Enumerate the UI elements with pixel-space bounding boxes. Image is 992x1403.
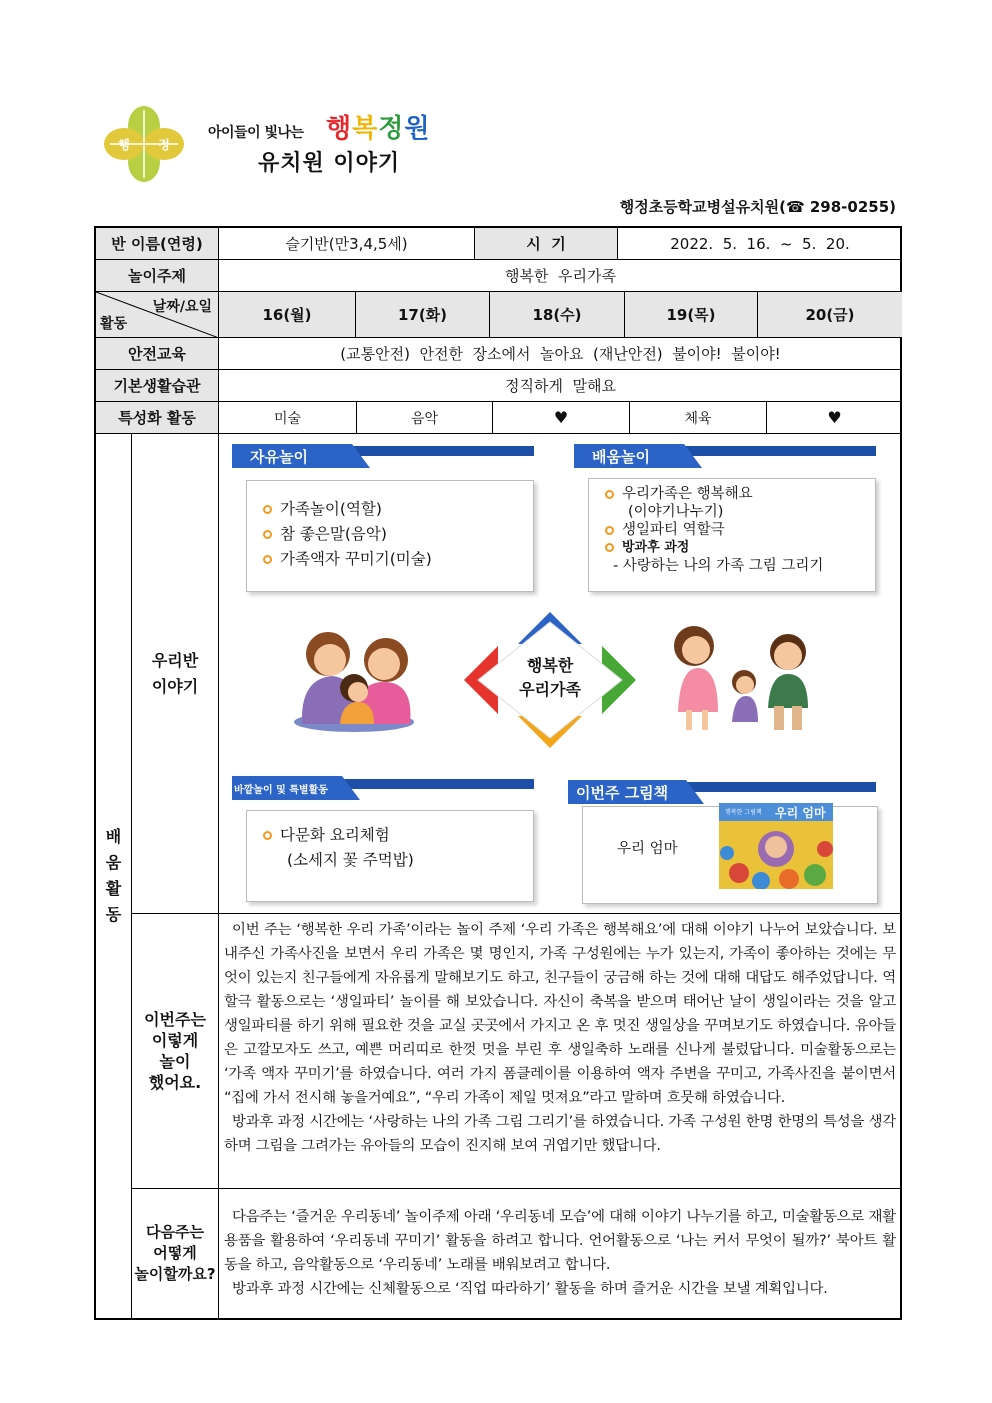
learning-play-item: - 사랑하는 나의 가족 그림 그리기 [613, 558, 824, 574]
book-tab: 이번주 그림책 [568, 780, 686, 804]
logo-text-right: 정 [158, 138, 170, 152]
habit-label: 기본생활습관 [96, 370, 219, 402]
learning-play-item: 생일파티 역할극 [605, 521, 871, 539]
slogan: 아이들이 빛나는 [208, 125, 304, 141]
center-line2: 우리가족 [519, 680, 581, 699]
next-label-line: 다음주는 [146, 1223, 204, 1241]
theme-diamond [462, 610, 638, 750]
outdoor-box [246, 810, 534, 902]
book-name: 우리 엄마 [617, 841, 678, 857]
brand-char: 복 [352, 114, 379, 144]
newsletter-subtitle: 유치원 이야기 [258, 151, 401, 176]
special-wed: ♥ [493, 402, 630, 434]
review-paragraph: 방과후 과정 시간에는 ‘사랑하는 나의 가족 그림 그리기’를 하였습니다. 가족 구성원 한명 한명의 특성을 생각하며 그림을 그려가는 유아들의 모습이 진지해 보여 귀엽기만 했답니다. [224, 1114, 896, 1154]
week-review-label [132, 914, 219, 1189]
date-activity-header [96, 292, 219, 338]
learning-play-item: (이야기나누기) [628, 504, 724, 520]
book-cover [719, 803, 833, 889]
free-play-item: 가족놀이(역할) [263, 497, 432, 522]
next-week-content [219, 1189, 902, 1318]
family-illustration-left [292, 624, 422, 734]
outdoor-item: 다문화 요리체험 [263, 823, 414, 848]
day-fri: 20(금) [758, 292, 902, 338]
learning-label-char: 움 [105, 853, 122, 872]
habit-value: 정직하게 말해요 [219, 370, 902, 402]
next-paragraph: 다음주는 ‘즐거운 우리동네’ 놀이주제 아래 ‘우리동네 모습’에 대해 이야기 나누기를 하고, 미술활동으로 재활용품을 활용하여 ‘우리동네 꾸미기’ 활동을 하려고 합니다. 언어활동으로 ‘나는 커서 무엇이 될까?’ 북아트 활동을 하고, 음악활동으로 ‘우리동네’ 노래를 배워보려고 합니다. [224, 1209, 896, 1273]
book-cover-small-text: 행복한 그림책 [725, 809, 762, 816]
theme-value: 행복한 우리가족 [219, 260, 902, 292]
free-play-box [246, 480, 534, 592]
next-label-line: 어떻게 [153, 1244, 197, 1262]
next-week-label [132, 1189, 219, 1318]
logo-text-left: 행 [118, 138, 130, 152]
outdoor-item: (소세지 꽃 주먹밥) [287, 851, 414, 869]
next-label-line: 놀이할까요? [134, 1265, 216, 1283]
review-label-line: 했어요. [148, 1073, 202, 1092]
class-value: 슬기반(만3,4,5세) [219, 228, 475, 260]
learning-play-item: 우리가족은 행복해요 [605, 485, 871, 503]
book-cover-title: 우리 엄마 [775, 806, 826, 820]
day-thu: 19(목) [625, 292, 758, 338]
review-paragraph: 이번 주는 ‘행복한 우리 가족’이라는 놀이 주제 ‘우리 가족은 행복해요’에 대해 이야기 나누어 보았습니다. 보내주신 가족사진을 보면서 우리 가족은 몇 명인지, 가족 구성원에는 누가 있는지, 가족이 좋아하는 것에는 무엇이 있는지 친구들에게 자유롭게 말해보기도 하고, 친구들이 궁금해 하는 것에 대해 대답도 해주었답니다. 역할극 활동으로는 ‘생일파티’ 놀이를 해 보았습니다. 자신이 축복을 받으며 태어난 날이 생일이라는 것을 알고 생일파티를 하기 위해 필요한 것을 교실 곳곳에서 가지고 온 후 멋진 생일상을 꾸며보기도 하였습니다. 유아들은 고깔모자도 쓰고, 예쁜 머리띠로 한껏 멋을 부린 후 생일축하 노래를 신나게 불렀답니다. 미술활동으로는 ‘가족 액자 꾸미기’를 하였습니다. 여러 가지 폼클레이를 이용하여 액자 주변을 꾸미고, 가족사진을 붙이면서 “집에 가서 전시해 놓을거예요”, “우리 가족이 제일 멋져요”라고 말하며 흐뭇해 하였습니다. [224, 922, 896, 1106]
free-play-tab: 자유놀이 [232, 444, 352, 468]
free-play-item: 참 좋은말(음악) [263, 522, 432, 547]
learning-label-char: 활 [105, 879, 122, 898]
review-label-line: 놀이 [159, 1052, 191, 1071]
special-tue: 음악 [357, 402, 493, 434]
special-thu: 체육 [630, 402, 767, 434]
theme-label: 놀이주제 [96, 260, 219, 292]
school-name: 행정초등학교병설유치원(☎ 298-0255) [619, 198, 896, 216]
story-label-line: 우리반 [151, 650, 199, 670]
learning-label-char: 동 [105, 905, 122, 924]
period-label: 시 기 [475, 228, 618, 260]
week-review-content [219, 914, 902, 1189]
safety-value: (교통안전) 안전한 장소에서 놀아요 (재난안전) 불이야! 불이야! [219, 338, 902, 370]
book-box [582, 806, 878, 904]
brand-char: 원 [404, 114, 431, 144]
brand-char: 정 [378, 114, 405, 144]
review-label-line: 이번주는 [144, 1010, 206, 1029]
class-label: 반 이름(연령) [96, 228, 219, 260]
story-label-line: 이야기 [151, 676, 199, 696]
center-line1: 행복한 [526, 656, 574, 675]
day-tue: 17(화) [356, 292, 490, 338]
special-fri: ♥ [767, 402, 902, 434]
day-wed: 18(수) [490, 292, 625, 338]
learning-label-char: 배 [105, 827, 122, 846]
learning-play-tab: 배움놀이 [574, 444, 684, 468]
period-value: 2022. 5. 16. ~ 5. 20. [618, 228, 902, 260]
learning-play-box [588, 478, 876, 592]
brand-char: 행 [326, 114, 353, 144]
school-logo [104, 104, 184, 184]
outdoor-tab: 바깥놀이 및 특별활동 [232, 776, 342, 800]
special-label: 특성화 활동 [96, 402, 219, 434]
safety-label: 안전교육 [96, 338, 219, 370]
special-mon: 미술 [219, 402, 357, 434]
date-label: 날짜/요일 [152, 299, 212, 315]
learning-play-item: 방과후 과정 [605, 539, 871, 557]
day-mon: 16(월) [219, 292, 356, 338]
next-paragraph: 방과후 과정 시간에는 신체활동으로 ‘직업 따라하기’ 활동을 하며 즐거운 시간을 보낼 계획입니다. [232, 1281, 828, 1297]
learning-activity-label [96, 434, 132, 1318]
family-illustration-right [664, 622, 834, 734]
class-story-label [132, 434, 219, 914]
free-play-item: 가족액자 꾸미기(미술) [263, 547, 432, 572]
brand-title [326, 108, 431, 145]
review-label-line: 이렇게 [151, 1031, 199, 1050]
activity-label: 활동 [100, 316, 128, 332]
weekly-plan-table [94, 226, 902, 1320]
